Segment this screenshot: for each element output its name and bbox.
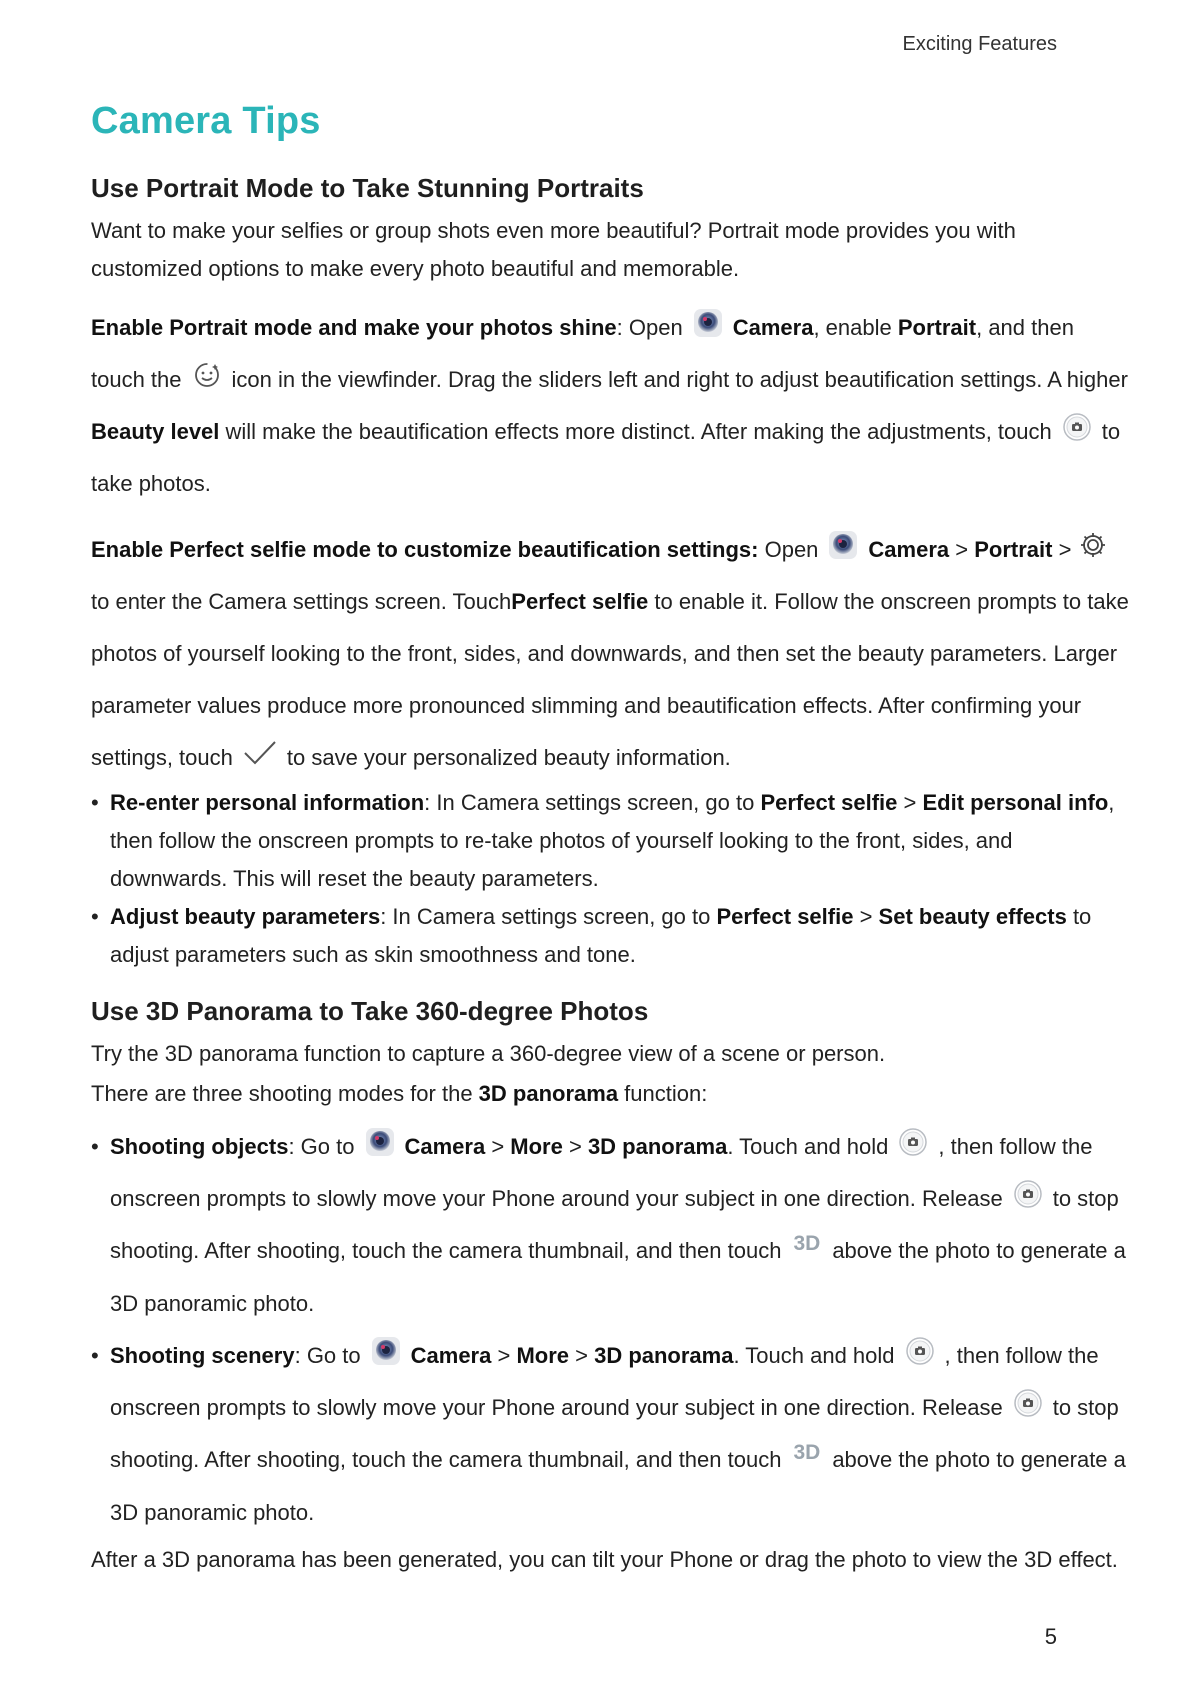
text: to enable it. Follow the onscreen prompts to take photos of yourself looking to the front, sides, and downwards, and then set the beauty parameters. Larger parameter values produce more pronounced slimming and beautification effects. After confirming your settings, touch [91,589,1129,770]
checkmark-icon [243,739,277,767]
portrait-intro: Want to make your selfies or group shots even more beautiful? Portrait mode provides you with customized options to make every photo beautiful and memorable. [91,218,1016,281]
gear-icon [1078,530,1108,560]
perfect-selfie-lead: Enable Perfect selfie mode to customize beautification settings: [91,537,759,562]
bullet-lead: Shooting objects [110,1134,289,1159]
portrait-label: Portrait [897,315,977,340]
camera-label: Camera [732,315,814,340]
menu-path: Set beauty effects [878,904,1067,929]
text: > [897,790,923,815]
perfect-selfie-label: Perfect selfie [511,589,649,614]
text: to take photos. [91,419,1121,496]
text: above the photo to generate a 3D panoramic photo. [110,1447,1126,1525]
panorama-heading: Use 3D Panorama to Take 360-degree Photos [91,996,649,1026]
text: to stop shooting. After shooting, touch the camera thumbnail, and then touch [110,1395,1119,1472]
text: > [485,1134,511,1159]
portrait-bullets [91,784,1131,974]
shutter-button-icon [1013,1179,1043,1209]
text: icon in the viewfinder. Drag the sliders left and right to adjust beautification settings. A higher [231,367,1128,392]
panorama-modes [91,1075,1131,1113]
portrait-label: Portrait [974,537,1053,562]
3d-label-icon: 3D [793,1441,821,1464]
list-item [91,898,1131,974]
text: to adjust parameters such as skin smoothness and tone. [110,904,1092,967]
shutter-button-icon [898,1127,928,1157]
portrait-enable-lead: Enable Portrait mode and make your photos shine [91,315,617,340]
text: . Touch and hold [733,1343,895,1368]
text: function: [618,1081,708,1106]
more-label: More [516,1343,569,1368]
shutter-button-icon [905,1336,935,1366]
text: Open [758,537,819,562]
text: : In Camera settings screen, go to [424,790,761,815]
text: , then follow the onscreen prompts to re-take photos of yourself looking to the front, sides, and downwards. This will reset the beauty parameters. [110,790,1115,891]
header-section-title: Exciting Features [902,33,1057,55]
panorama-outro: After a 3D panorama has been generated, you can tilt your Phone or drag the photo to view the 3D effect. [91,1547,1118,1572]
text: , enable [813,315,898,340]
camera-app-icon [365,1127,395,1157]
text: : Go to [288,1134,355,1159]
bullet-lead: Shooting scenery [110,1343,295,1368]
menu-path: Perfect selfie [716,904,854,929]
text: : Go to [294,1343,361,1368]
text: > [949,537,975,562]
text: : Open [616,315,683,340]
document-body [91,100,1131,1579]
text: : In Camera settings screen, go to [380,904,717,929]
beauty-level-label: Beauty level [91,419,220,444]
list-item [91,1330,1131,1539]
camera-app-icon [828,530,858,560]
portrait-heading: Use Portrait Mode to Take Stunning Portraits [91,173,644,203]
text: There are three shooting modes for the [91,1081,479,1106]
camera-app-icon [371,1336,401,1366]
menu-path: Edit personal info [922,790,1109,815]
text: > [853,904,879,929]
panorama-label: 3D panorama [478,1081,619,1106]
camera-app-icon [693,308,723,338]
camera-label: Camera [410,1343,492,1368]
text: , then follow the onscreen prompts to slowly move your Phone around your subject in one direction. Release [110,1343,1099,1420]
bullet-lead: Re-enter personal information [110,790,425,815]
list-item [91,784,1131,898]
text: . Touch and hold [727,1134,889,1159]
text: > [1052,537,1072,562]
beauty-face-icon [192,360,222,390]
panorama-label: 3D panorama [594,1343,734,1368]
text: > [562,1134,588,1159]
page-number: 5 [1044,1624,1057,1649]
text: will make the beautification effects more distinct. After making the adjustments, touch [219,419,1052,444]
page-title: Camera Tips [91,100,321,142]
more-label: More [510,1134,563,1159]
text: to enter the Camera settings screen. Touch [91,589,512,614]
text: , then follow the onscreen prompts to slowly move your Phone around your subject in one direction. Release [110,1134,1093,1211]
camera-label: Camera [868,537,950,562]
camera-label: Camera [404,1134,486,1159]
text: to stop shooting. After shooting, touch the camera thumbnail, and then touch [110,1186,1119,1263]
panorama-label: 3D panorama [587,1134,728,1159]
portrait-enable-paragraph [91,302,1131,510]
text: to save your personalized beauty information. [286,745,731,770]
menu-path: Perfect selfie [760,790,898,815]
bullet-lead: Adjust beauty parameters [110,904,381,929]
panorama-intro: Try the 3D panorama function to capture a 360-degree view of a scene or person. [91,1041,886,1066]
shutter-button-icon [1013,1388,1043,1418]
shutter-button-icon [1062,412,1092,442]
perfect-selfie-paragraph [91,524,1131,784]
text: > [491,1343,517,1368]
panorama-bullets [91,1121,1131,1539]
text: above the photo to generate a 3D panoramic photo. [110,1238,1126,1316]
text: > [569,1343,595,1368]
text: , and then touch the [91,315,1074,392]
3d-label-icon: 3D [793,1232,821,1255]
list-item [91,1121,1131,1330]
